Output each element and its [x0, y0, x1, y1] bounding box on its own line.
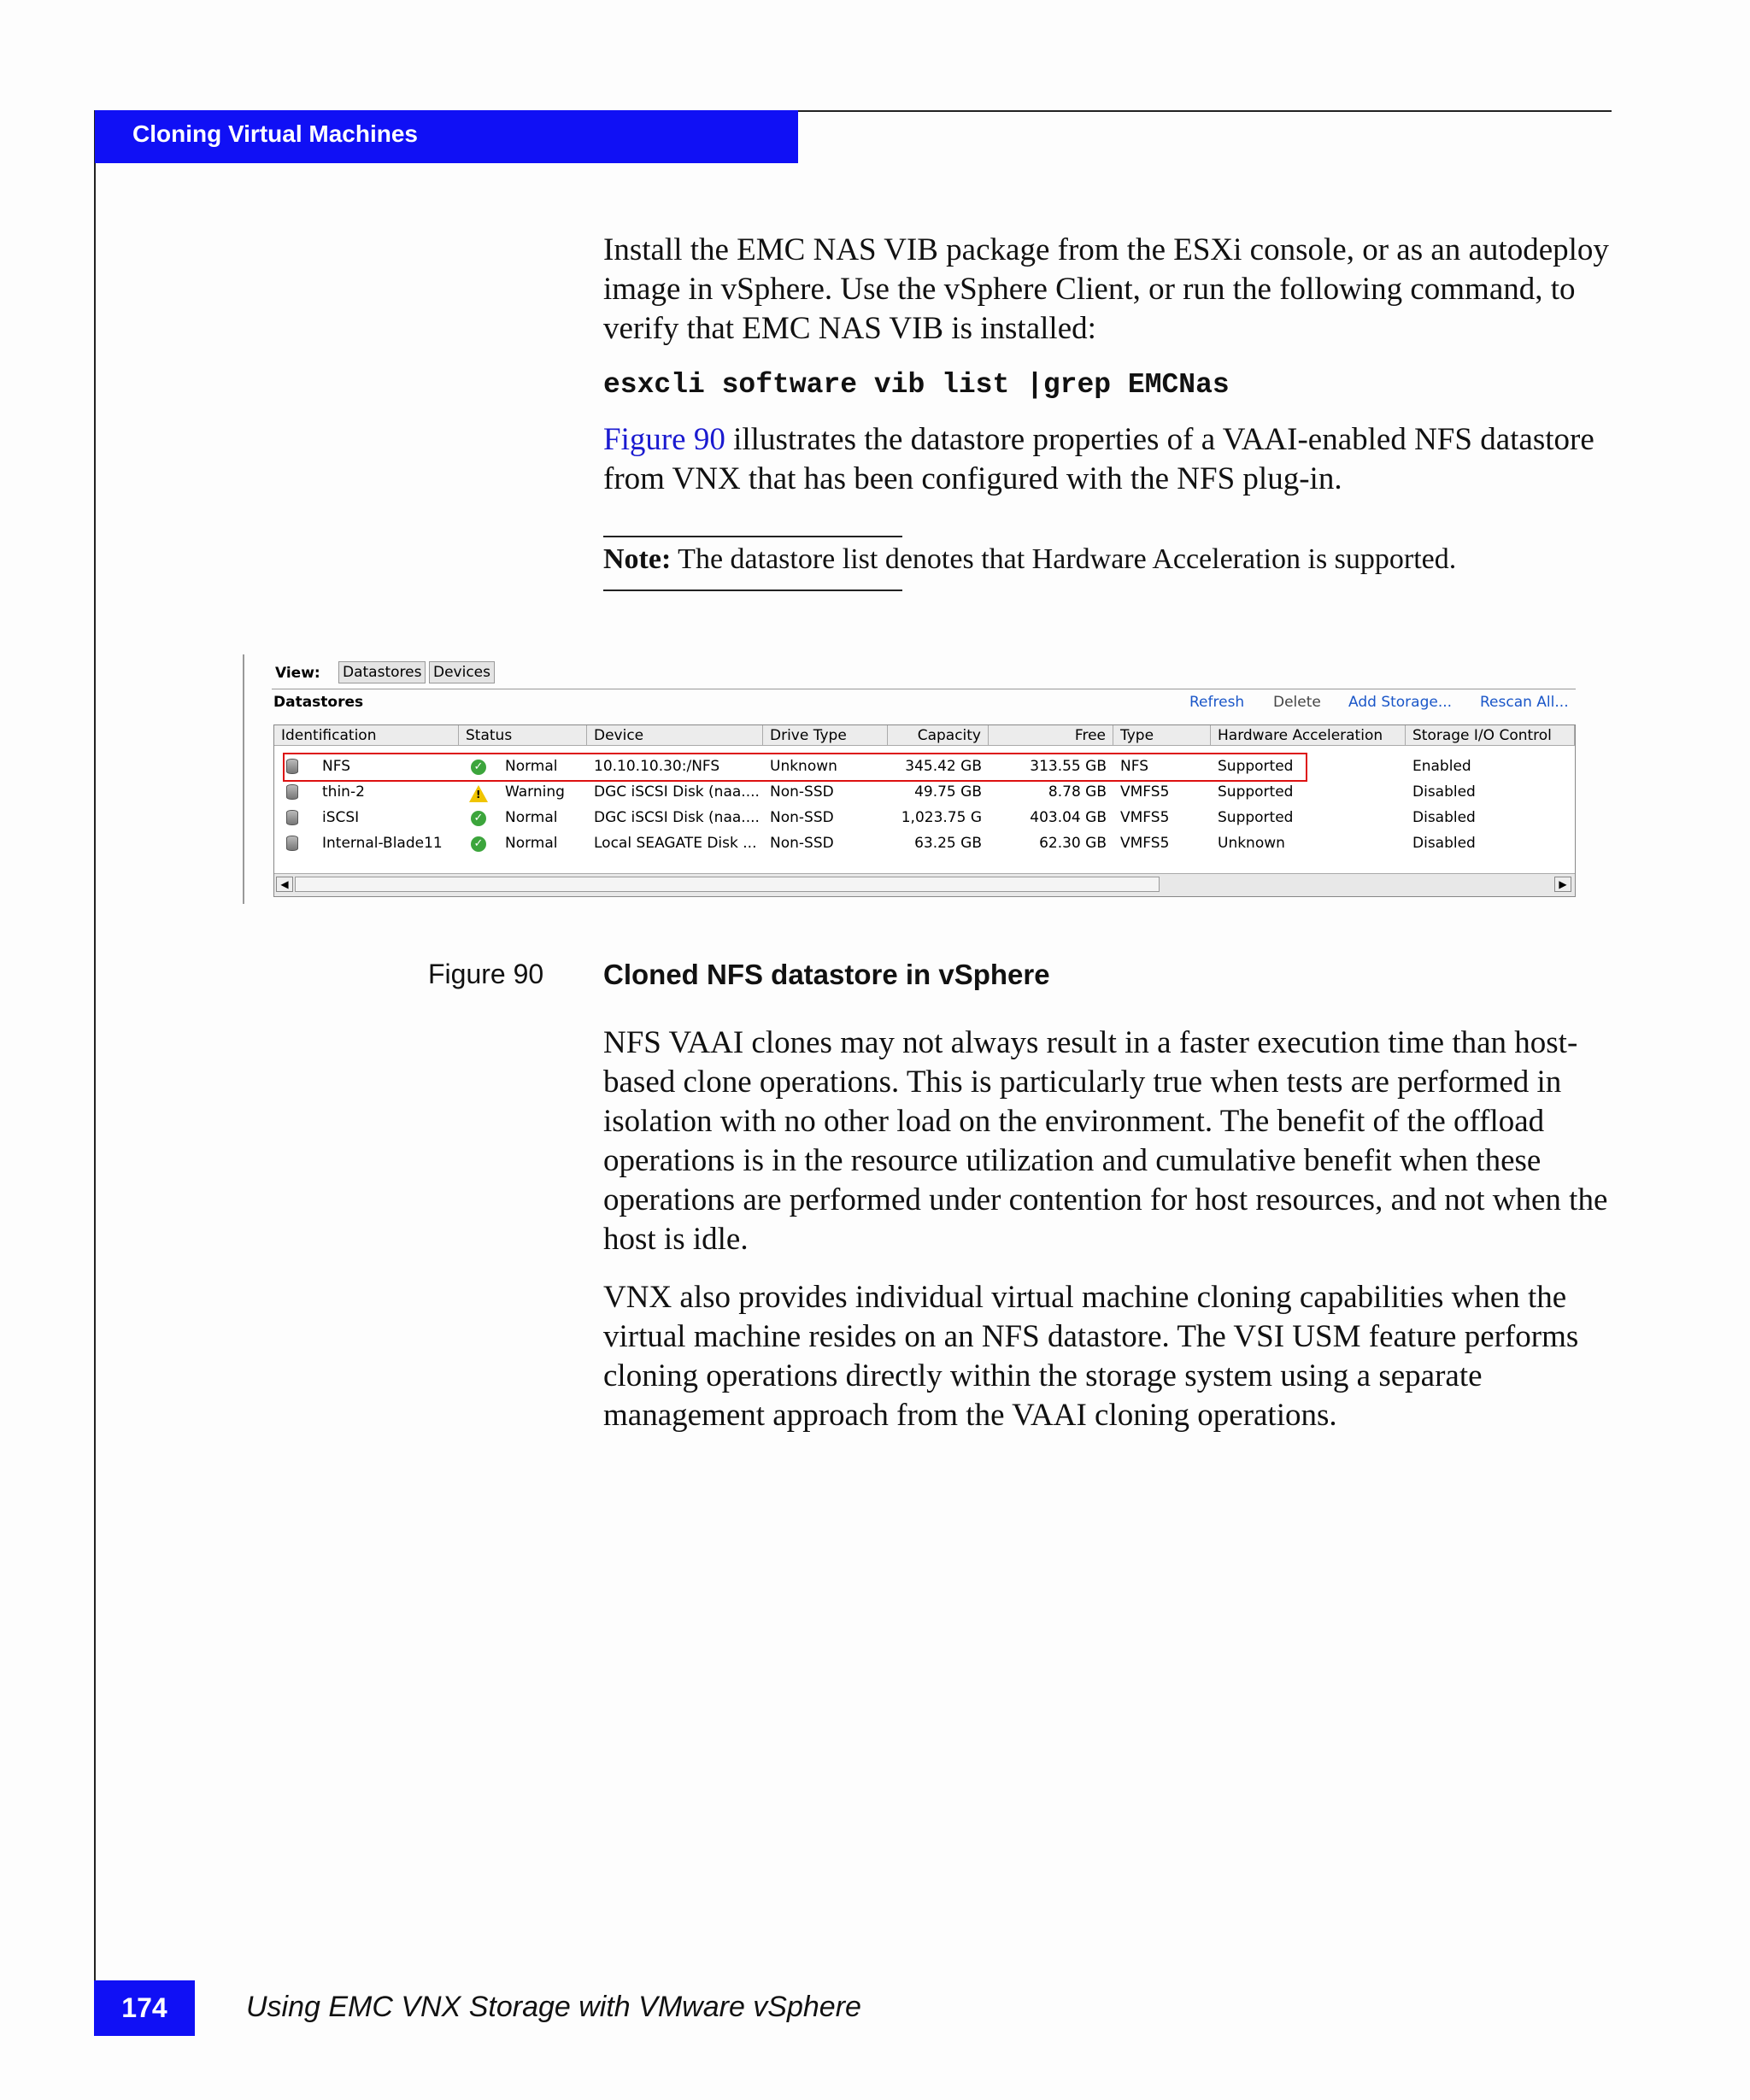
rescan-all-link[interactable]: Rescan All... — [1480, 694, 1569, 711]
figure-title: Cloned NFS datastore in vSphere — [603, 959, 1050, 990]
col-free[interactable]: Free — [989, 725, 1113, 746]
col-storage-io-control[interactable]: Storage I/O Control — [1406, 725, 1575, 746]
cell-capacity: 63.25 GB — [914, 835, 982, 852]
cell-free: 8.78 GB — [1048, 783, 1107, 801]
cell-device: 10.10.10.30:/NFS — [594, 758, 720, 775]
paragraph-install: Install the EMC NAS VIB package from the ESXi console, or as an autodeploy image in vSphere. Use the vSphere Client, or run the following command, to verify that EMC NAS VIB is installed: — [603, 232, 1609, 346]
footer-book-title: Using EMC VNX Storage with VMware vSphere — [246, 1991, 861, 2023]
cell-type: VMFS5 — [1120, 809, 1170, 826]
delete-link[interactable]: Delete — [1273, 694, 1321, 711]
cell-drive-type: Non-SSD — [770, 835, 834, 852]
paragraph-figure-intro — [603, 420, 1629, 499]
datastore-table — [273, 724, 1576, 897]
view-devices-button[interactable]: Devices — [429, 661, 495, 683]
cell-drive-type: Unknown — [770, 758, 837, 775]
paragraph-figure-intro-text: illustrates the datastore properties of a VAAI-enabled NFS datastore from VNX that has been configured with the NFS plug-in. — [603, 422, 1594, 496]
datastore-icon — [286, 784, 298, 800]
status-warning-icon: ! — [469, 785, 488, 802]
col-hardware-acceleration[interactable]: Hardware Acceleration — [1211, 725, 1406, 746]
col-identification[interactable]: Identification — [274, 725, 459, 746]
cell-type: NFS — [1120, 758, 1148, 775]
cell-id: thin-2 — [322, 783, 365, 801]
screenshot-left-border — [243, 654, 244, 904]
cell-free: 403.04 GB — [1030, 809, 1107, 826]
paragraph-vnx-cloning: VNX also provides individual virtual machine cloning capabilities when the virtual machine resides on an NFS datastore. The VSI USM feature performs cloning operations directly within the storage system using a separate management approach from the VAAI cloning operations. — [603, 1280, 1579, 1433]
status-ok-icon: ✓ — [471, 811, 486, 826]
scroll-left-arrow-icon[interactable]: ◀ — [276, 877, 293, 892]
note-text: The datastore list denotes that Hardware Acceleration is supported. — [671, 543, 1457, 575]
note-top-rule — [603, 536, 902, 537]
cell-capacity: 345.42 GB — [905, 758, 982, 775]
cell-drive-type: Non-SSD — [770, 809, 834, 826]
cell-hardware-acceleration: Supported — [1218, 809, 1294, 826]
note-bottom-rule — [603, 590, 902, 591]
view-datastores-button[interactable]: Datastores — [338, 661, 426, 683]
scrollbar-thumb[interactable] — [295, 877, 1160, 892]
left-margin-rule — [94, 110, 96, 2036]
note — [603, 543, 1456, 576]
cell-hardware-acceleration: Supported — [1218, 783, 1294, 801]
cell-hardware-acceleration: Unknown — [1218, 835, 1285, 852]
section-header — [95, 110, 798, 163]
cell-id: NFS — [322, 758, 350, 775]
cell-device: Local SEAGATE Disk ... — [594, 835, 757, 852]
figure-number: Figure 90 — [428, 959, 544, 989]
vsphere-datastores-screenshot — [243, 654, 1576, 904]
cell-type: VMFS5 — [1120, 783, 1170, 801]
cell-hardware-acceleration: Supported — [1218, 758, 1294, 775]
col-type[interactable]: Type — [1113, 725, 1211, 746]
datastore-icon — [286, 759, 298, 774]
add-storage-link[interactable]: Add Storage... — [1348, 694, 1453, 711]
cell-id: Internal-Blade11 — [322, 835, 443, 852]
col-capacity[interactable]: Capacity — [888, 725, 989, 746]
scroll-right-arrow-icon[interactable]: ▶ — [1554, 877, 1571, 892]
horizontal-scrollbar[interactable] — [274, 873, 1575, 896]
cell-status: Normal — [505, 809, 558, 826]
note-label: Note: — [603, 543, 672, 575]
cell-device: DGC iSCSI Disk (naa.... — [594, 809, 760, 826]
cell-capacity: 1,023.75 G — [901, 809, 982, 826]
datastore-icon — [286, 836, 298, 851]
cell-storage-io-control: Disabled — [1412, 835, 1476, 852]
datastore-icon — [286, 810, 298, 825]
cell-status: Warning — [505, 783, 565, 801]
status-ok-icon: ✓ — [471, 836, 486, 852]
paragraph-nfs-vaai: NFS VAAI clones may not always result in a faster execution time than host-based clone operations. This is particularly true when tests are performed in isolation with no other load on the environment. The benefit of the offload operations is in the resource utilization and cumulative benefit when these operations are performed under contention for host resources, and not when the host is idle. — [603, 1025, 1608, 1257]
col-status[interactable]: Status — [459, 725, 587, 746]
refresh-link[interactable]: Refresh — [1189, 694, 1245, 711]
panel-title: Datastores — [273, 694, 364, 711]
page-number: 174 — [94, 1980, 195, 2036]
col-device[interactable]: Device — [587, 725, 763, 746]
cell-storage-io-control: Disabled — [1412, 809, 1476, 826]
cell-capacity: 49.75 GB — [914, 783, 982, 801]
command-line: esxcli software vib list |grep EMCNas — [603, 369, 1230, 401]
cell-type: VMFS5 — [1120, 835, 1170, 852]
view-label: View: — [275, 665, 320, 682]
cell-drive-type: Non-SSD — [770, 783, 834, 801]
cell-free: 313.55 GB — [1030, 758, 1107, 775]
status-ok-icon: ✓ — [471, 760, 486, 775]
col-drive-type[interactable]: Drive Type — [763, 725, 888, 746]
cell-storage-io-control: Disabled — [1412, 783, 1476, 801]
cell-free: 62.30 GB — [1039, 835, 1107, 852]
cell-device: DGC iSCSI Disk (naa.... — [594, 783, 760, 801]
section-title: Cloning Virtual Machines — [132, 120, 418, 147]
header-rule — [798, 110, 1612, 112]
cell-id: iSCSI — [322, 809, 360, 826]
cell-storage-io-control: Enabled — [1412, 758, 1471, 775]
cell-status: Normal — [505, 758, 558, 775]
cell-status: Normal — [505, 835, 558, 852]
figure-link[interactable]: Figure 90 — [603, 422, 725, 457]
